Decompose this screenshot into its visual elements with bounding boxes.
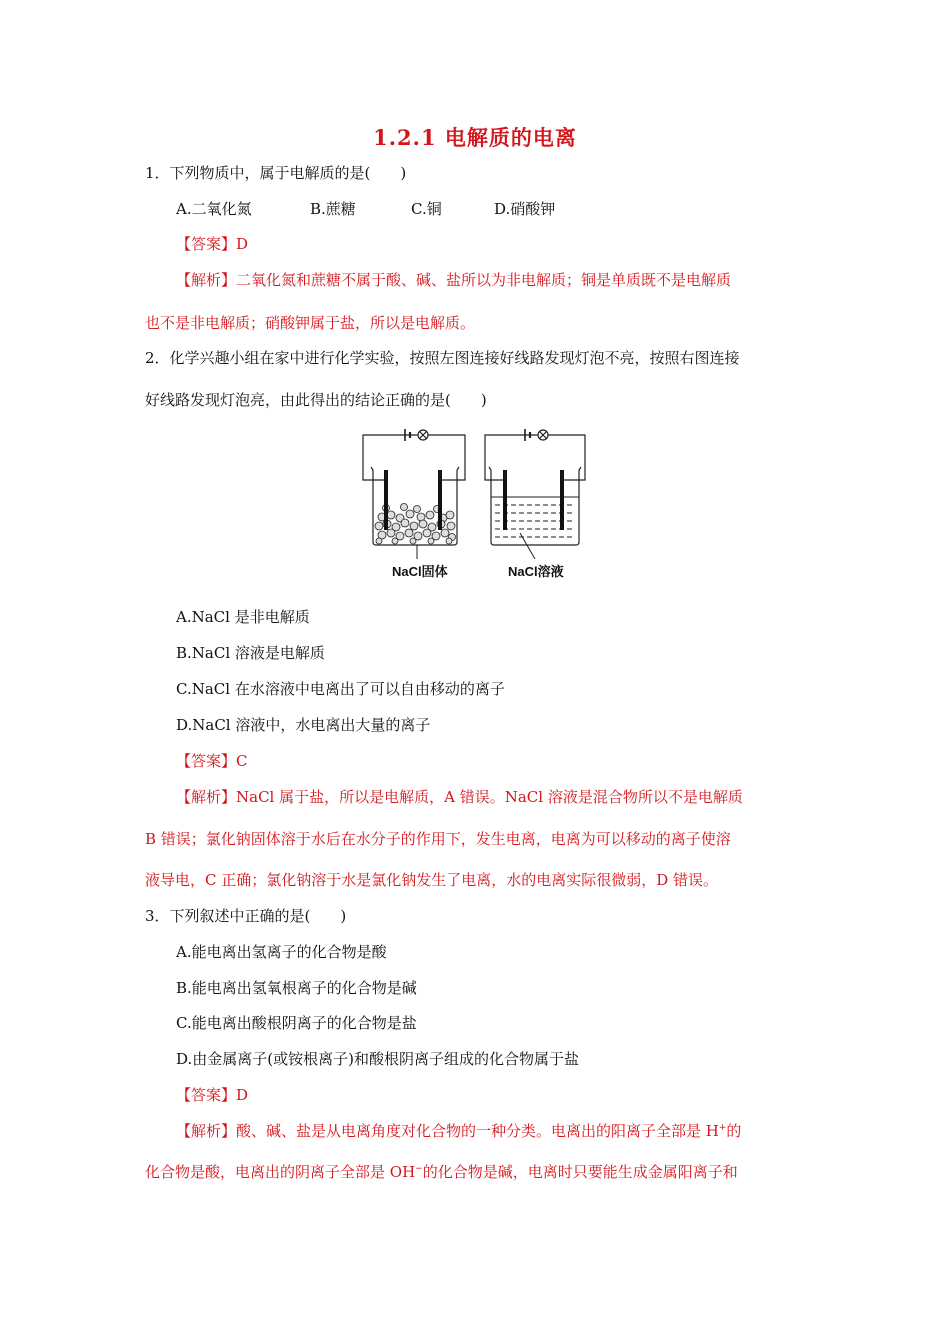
q2-analysis-line-2: B 错误；氯化钠固体溶于水后在水分子的作用下，发生电离，电离为可以移动的离子使溶: [145, 830, 731, 848]
q1-stem: 1．下列物质中，属于电解质的是( ): [145, 164, 407, 182]
q1-options: [176, 199, 555, 219]
q3-option-d: D.由金属离子(或铵根离子)和酸根阴离子组成的化合物属于盐: [176, 1050, 579, 1068]
q1-option-c: C.铜: [411, 200, 442, 218]
q2-analysis-line-1: 【解析】NaCl 属于盐，所以是电解质，A 错误。NaCl 溶液是混合物所以不是电解质: [176, 788, 743, 806]
q3-analysis-line-1-tail: 的: [726, 1122, 742, 1140]
q1-analysis-line-1: 【解析】二氧化氮和蔗糖不属于酸、碱、盐所以为非电解质；铜是单质既不是电解质: [176, 271, 732, 289]
left-apparatus: [363, 429, 465, 559]
q2-option-b: B.NaCl 溶液是电解质: [176, 644, 325, 662]
q1-answer: 【答案】D: [176, 235, 249, 253]
conductivity-experiment-figure: [355, 425, 595, 585]
h-plus-superscript: +: [718, 1123, 727, 1133]
right-circuit-wire: [485, 435, 585, 480]
q3-analysis-line-2-text: 化合物是酸，电离出的阴离子全部是 OH: [145, 1163, 416, 1181]
q2-option-d: D.NaCl 溶液中，水电离出大量的离子: [176, 716, 431, 734]
q2-answer: 【答案】C: [176, 752, 248, 770]
page-title: 1.2.1 电解质的电离: [373, 125, 577, 150]
q3-option-c: C.能电离出酸根阴离子的化合物是盐: [176, 1014, 417, 1032]
q1-analysis-line-2: 也不是非电解质；硝酸钾属于盐，所以是电解质。: [145, 314, 476, 332]
q1-option-d: D.硝酸钾: [494, 200, 556, 218]
q3-answer: 【答案】D: [176, 1086, 249, 1104]
q3-option-b: B.能电离出氢氧根离子的化合物是碱: [176, 979, 417, 997]
right-figure-label: NaCl溶液: [508, 564, 564, 579]
q3-option-a: A.能电离出氢离子的化合物是酸: [176, 943, 387, 961]
right-beaker: [489, 467, 581, 545]
q3-stem: 3．下列叙述中正确的是( ): [145, 907, 347, 925]
q2-stem-line-1: 2．化学兴趣小组在家中进行化学实验，按照左图连接好线路发现灯泡不亮，按照右图连接: [145, 349, 740, 367]
q2-stem-line-2: 好线路发现灯泡亮，由此得出的结论正确的是( ): [145, 391, 487, 409]
q2-option-a: A.NaCl 是非电解质: [176, 608, 310, 626]
q2-option-c: C.NaCl 在水溶液中电离出了可以自由移动的离子: [176, 680, 505, 698]
left-figure-label: NaCl固体: [392, 564, 448, 579]
q3-analysis-line-1: [176, 1121, 741, 1141]
left-circuit-wire: [363, 435, 465, 480]
q3-analysis-line-2: [145, 1162, 738, 1182]
q1-option-a: A.二氧化氮: [176, 200, 252, 218]
q1-option-b: B.蔗糖: [310, 200, 356, 218]
right-apparatus: [485, 429, 585, 559]
q2-analysis-line-3: 液导电，C 正确；氯化钠溶于水是氯化钠发生了电离，水的电离实际很微弱，D 错误。: [145, 871, 719, 889]
q3-analysis-line-2-tail: 的化合物是碱，电离时只要能生成金属阳离子和: [422, 1163, 738, 1181]
q3-analysis-line-1-text: 【解析】酸、碱、盐是从电离角度对化合物的一种分类。电离出的阳离子全部是 H: [176, 1122, 719, 1140]
oh-minus-superscript: −: [415, 1164, 423, 1174]
